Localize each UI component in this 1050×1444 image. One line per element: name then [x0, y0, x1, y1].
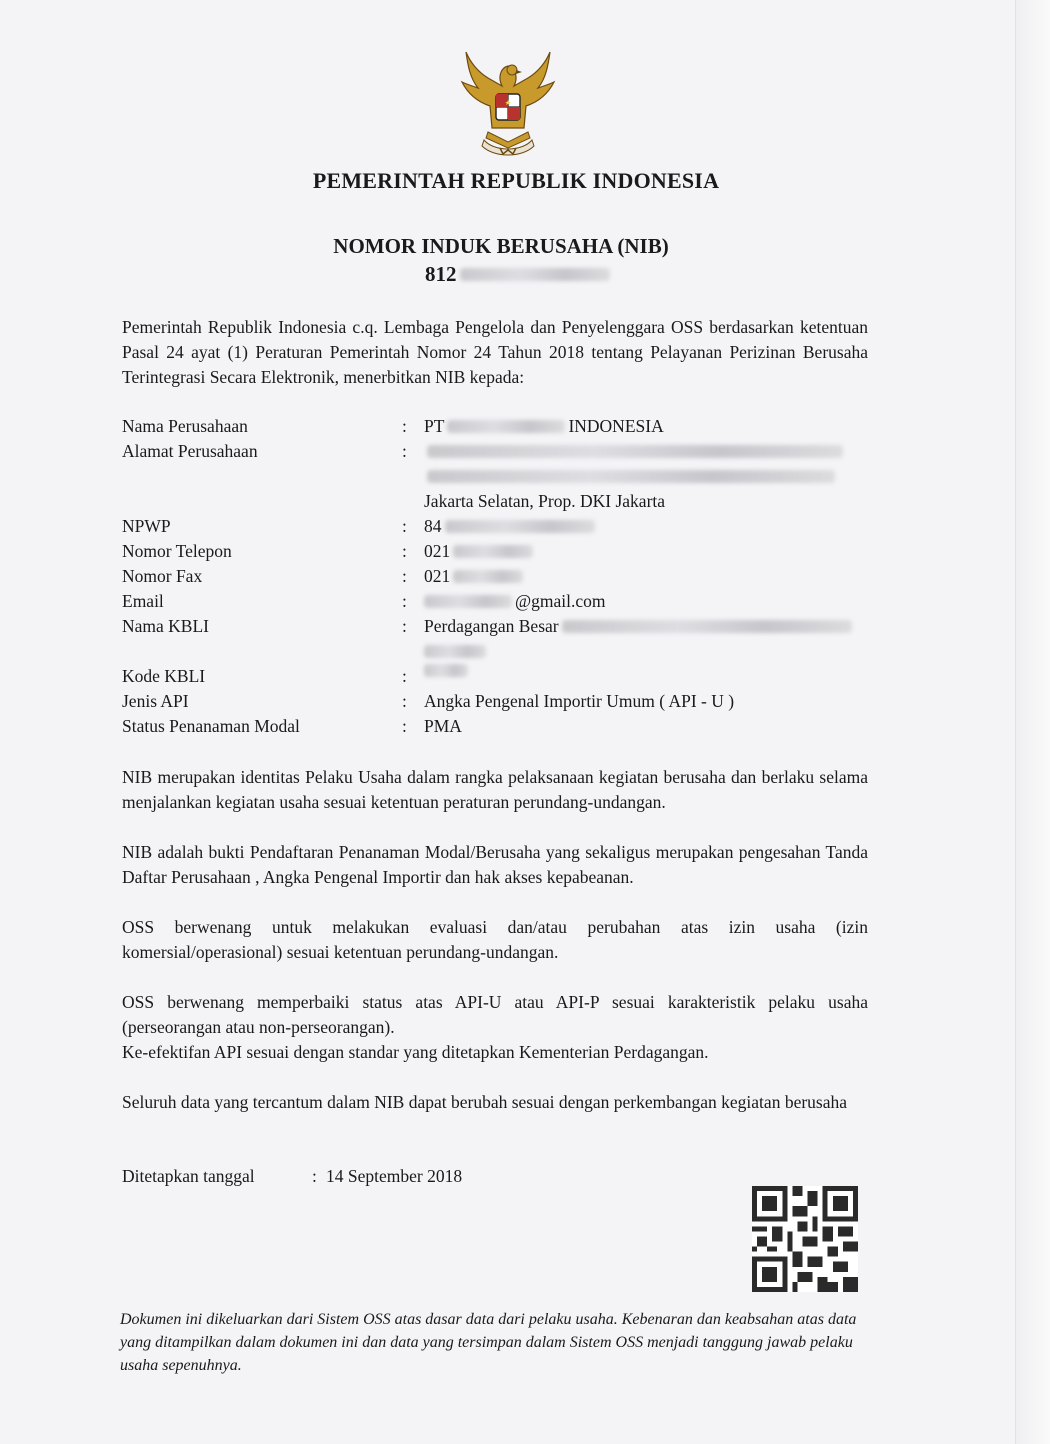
field-label: Nomor Telepon	[122, 541, 232, 561]
paragraph-data-change: Seluruh data yang tercantum dalam NIB dapat berubah sesuai dengan perkembangan kegiatan berusaha	[122, 1092, 848, 1112]
redacted-company-name	[447, 420, 565, 433]
field-row-status-modal	[122, 714, 882, 739]
field-colon: :	[402, 616, 407, 636]
field-colon: :	[402, 591, 407, 611]
paragraph-oss-api-status: OSS berwenang memperbaiki status atas API-U atau API-P sesuai karakteristik pelaku usaha (perseorangan atau non-perseorangan).	[122, 992, 868, 1037]
field-row-email	[122, 589, 882, 614]
issued-label: Ditetapkan tanggal	[122, 1166, 255, 1186]
field-label: Status Penanaman Modal	[122, 716, 300, 736]
field-value	[424, 539, 536, 564]
field-value	[424, 564, 526, 589]
field-row-telepon	[122, 539, 882, 564]
field-row-nama-kbli	[122, 614, 882, 664]
issued-date-line	[122, 1164, 463, 1189]
company-suffix: INDONESIA	[568, 416, 664, 436]
redacted-phone	[453, 545, 533, 558]
footer-disclaimer: Dokumen ini dikeluarkan dari Sistem OSS atas dasar data dari pelaku usaha. Kebenaran dan keabsahan atas data yang ditampilkan dalam dokumen ini dan data yang tersimpan dalam Sistem OSS menjadi tanggung jawab pelaku usaha sepenuhnya.	[120, 1311, 857, 1374]
email-domain: @gmail.com	[515, 591, 606, 611]
field-value	[424, 514, 598, 539]
field-row-npwp	[122, 514, 882, 539]
kbli-prefix: Perdagangan Besar	[424, 616, 559, 636]
field-row-fax	[122, 564, 882, 589]
field-colon: :	[402, 566, 407, 586]
government-title: PEMERINTAH REPUBLIK INDONESIA	[312, 168, 720, 193]
nib-number	[425, 262, 613, 287]
npwp-prefix: 84	[424, 516, 442, 536]
field-row-nama-perusahaan	[122, 414, 882, 439]
redacted-kbli-name-cont	[424, 645, 486, 658]
field-value	[424, 639, 489, 664]
field-colon: :	[402, 691, 407, 711]
field-row-jenis-api	[122, 689, 882, 714]
issued-colon: :	[312, 1166, 317, 1186]
field-colon: :	[402, 416, 407, 436]
field-value: PMA	[424, 716, 462, 736]
address-last-line: Jakarta Selatan, Prop. DKI Jakarta	[424, 491, 666, 511]
field-colon: :	[402, 541, 407, 561]
redacted-kbli-code	[424, 664, 468, 677]
redacted-nib	[460, 268, 610, 281]
field-label: Jenis API	[122, 691, 189, 711]
nib-number-prefix: 812	[425, 262, 457, 286]
garuda-emblem-icon	[458, 48, 558, 160]
redacted-address-line-2	[427, 470, 835, 483]
field-label: Kode KBLI	[122, 666, 206, 686]
field-value	[424, 464, 838, 489]
paper-edge	[1015, 0, 1050, 1444]
field-colon: :	[402, 666, 407, 686]
field-value	[424, 664, 471, 677]
field-label: Email	[122, 591, 164, 611]
field-colon: :	[402, 516, 407, 536]
field-value: Angka Pengenal Importir Umum ( API - U )	[424, 691, 735, 711]
field-value	[424, 439, 846, 464]
redacted-fax	[453, 570, 523, 583]
field-label: Nomor Fax	[122, 566, 203, 586]
paragraph-nib-identity: NIB merupakan identitas Pelaku Usaha dalam rangka pelaksanaan kegiatan berusaha dan berlaku selama menjalankan kegiatan usaha sesuai ketentuan peraturan perundang-undangan.	[122, 767, 868, 812]
redacted-address-line-1	[427, 445, 843, 458]
field-value	[424, 589, 605, 614]
qr-code-icon	[752, 1186, 858, 1292]
paragraph-nib-proof: NIB adalah bukti Pendaftaran Penanaman Modal/Berusaha yang sekaligus merupakan pengesahan Tanda Daftar Perusahaan , Angka Pengenal Importir dan hak akses kepabeanan.	[122, 842, 868, 887]
redacted-email-user	[424, 595, 512, 608]
field-label: Nama Perusahaan	[122, 416, 248, 436]
redacted-kbli-name	[562, 620, 852, 633]
fax-prefix: 021	[424, 566, 451, 586]
paragraph-oss-evaluation: OSS berwenang untuk melakukan evaluasi dan/atau perubahan atas izin usaha (izin komersial/operasional) sesuai ketentuan perundang-undangan.	[122, 917, 868, 962]
field-row-kode-kbli	[122, 664, 882, 689]
paragraph-api-effectiveness: Ke-efektifan API sesuai dengan standar yang ditetapkan Kementerian Perdagangan.	[122, 1042, 709, 1062]
intro-paragraph: Pemerintah Republik Indonesia c.q. Lembaga Pengelola dan Penyelenggara OSS berdasarkan ketentuan Pasal 24 ayat (1) Peraturan Pemerintah Nomor 24 Tahun 2018 tentang Pelayanan Perizinan Berusaha Terintegrasi Secara Elektronik, menerbitkan NIB kepada:	[122, 317, 868, 387]
issued-date: 14 September 2018	[326, 1166, 463, 1186]
redacted-npwp	[445, 520, 595, 533]
field-label: Alamat Perusahaan	[122, 441, 258, 461]
field-value	[424, 414, 664, 439]
company-prefix: PT	[424, 416, 445, 436]
field-value	[424, 614, 855, 639]
field-colon: :	[402, 716, 407, 736]
field-colon: :	[402, 441, 407, 461]
field-label: Nama KBLI	[122, 616, 209, 636]
phone-prefix: 021	[424, 541, 451, 561]
field-label: NPWP	[122, 516, 171, 536]
field-row-alamat	[122, 439, 882, 514]
document-title: NOMOR INDUK BERUSAHA (NIB)	[333, 234, 669, 258]
